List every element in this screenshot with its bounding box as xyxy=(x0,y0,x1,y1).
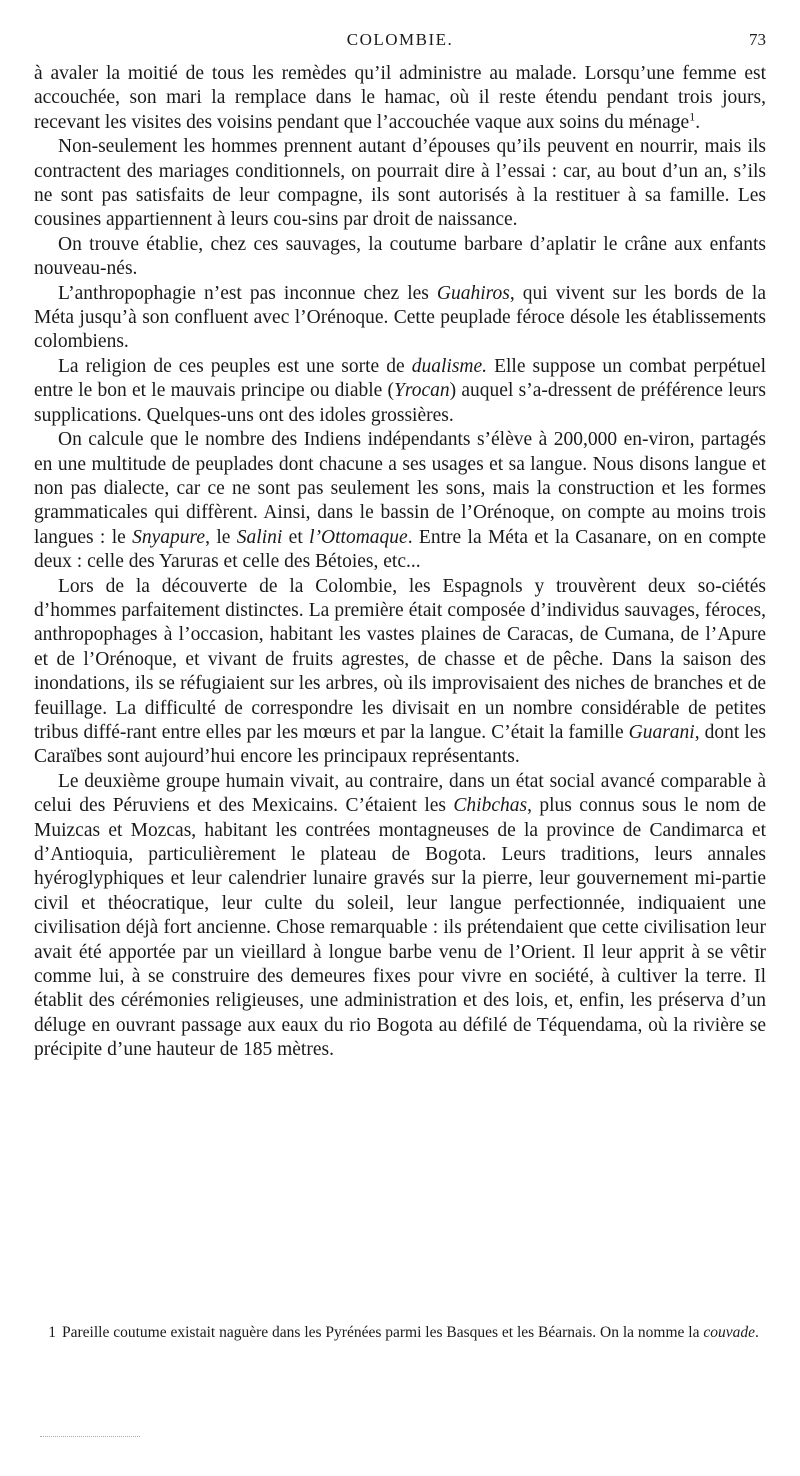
paragraph xyxy=(34,135,766,233)
italic-term: Guahiros xyxy=(436,282,510,304)
paragraph xyxy=(34,233,766,282)
text-run: , le xyxy=(205,526,237,548)
text-run: . xyxy=(695,111,701,133)
footnote-marker: 1 xyxy=(48,1324,56,1341)
italic-term: Chibchas xyxy=(453,795,528,817)
text-run: , plus connus sous le nom de Muizcas et Mozcas, habitant les contrées montagneuses de la province de Candimarca et d’Antioquia, particulièrement le plateau de Bogota. Leurs traditions, leurs annales hyéroglyphiques et leur calendrier lunaire gravés sur la pierre, leur gouvernement mi-partie civil et théocratique, leur culte du soleil, leur langue perfectionnée, indiquaient une civilisation déjà fort ancienne. Chose remarquable : ils prétendaient que cette civilisation leur avait été apportée par un vieillard à longue barbe venu de l’Orient. Il leur apprit à se vêtir comme lui, à se construire des demeures fixes pour vivre en société, à cultiver la terre. Il établit des cérémonies religieuses, une administration et des lois, et, enfin, les préserva d’un déluge en ouvrant passage aux eaux du rio Bogota au défilé de Téquendama, où la rivière se précipite d’une hauteur de 185 mètres. xyxy=(34,795,767,1061)
text-run: Elle suppose un combat perpétuel entre le bon et le mauvais principe ou diable ( xyxy=(34,355,766,402)
text-run: Non-seulement les hommes prennent autant d’épouses qu’ils peuvent en nourrir, mais ils contractent des mariages conditionnels, on pourrait dire à l’essai : car, au bout d’un an, s’ils ne sont pas satisfaits de leur compagne, ils sont autorisés à la restituer à sa famille. Les cousines appartiennent à leurs cou-sins par droit de naissance. xyxy=(34,136,766,231)
running-title: COLOMBIE. xyxy=(346,30,454,49)
running-head xyxy=(34,30,766,54)
paragraph xyxy=(34,770,766,1063)
text-run: Lors de la découverte de la Colombie, les Espagnols y trouvèrent deux so-ciétés d’hommes parfaitement distinctes. La première était composée d’individus sauvages, féroces, anthropophages à l’occasion, habitant les vastes plaines de Caracas, de Cumana, de l’Apure et de l’Orénoque, et vivant de fruits agrestes, de chasse et de pêche. Dans la saison des inondations, ils se réfugiaient sur les arbres, où ils improvisaient des niches de branches et de feuillage. La difficulté de correspondre les divisait en un nombre considérable de petites tribus diffé-rant entre elles par les mœurs et par la langue. C’était la famille xyxy=(34,575,766,743)
italic-term: Guarani xyxy=(628,721,695,743)
italic-term: Yrocan xyxy=(394,380,450,402)
body-text xyxy=(34,62,766,1063)
text-run: La religion de ces peuples est une sorte de xyxy=(58,355,412,377)
footnote xyxy=(34,1322,766,1343)
text-run: On trouve établie, chez ces sauvages, la coutume barbare d’aplatir le crâne aux enfants nouveau-nés. xyxy=(34,233,766,280)
text-run: . xyxy=(754,1324,759,1341)
paragraph xyxy=(34,355,766,428)
italic-term: Snyapure xyxy=(132,526,206,548)
footnote-reference: 1 xyxy=(689,109,696,124)
italic-term: Salini xyxy=(236,526,283,548)
text-run: L’anthropophagie n’est pas inconnue chez les xyxy=(58,282,437,304)
text-run: et xyxy=(282,526,310,548)
paragraph xyxy=(34,62,766,135)
text-run: On calcule que le nombre des Indiens indépendants s’élève à 200,000 en-viron, partagés en une multitude de peuplades dont chacune a ses usages et sa langue. Nous disons langue et non pas dialecte, car ce ne sont pas seulement les sons, mais la construction et les formes grammaticales qui diffèrent. Ainsi, dans le bassin de l’Orénoque, on compte au moins trois langues : le xyxy=(34,429,766,548)
text-run: , qui vivent sur les bords de la Méta jusqu’à son confluent avec l’Orénoque. Cette peuplade féroce désole les établissements colombiens. xyxy=(34,282,766,353)
text-run: ) auquel s’a-dressent de préférence leurs supplications. Quelques-uns ont des idoles grossières. xyxy=(34,380,766,426)
italic-term: couvade xyxy=(703,1324,755,1341)
text-run: Pareille coutume existait naguère dans les Pyrénées parmi les Basques et les Béarnais. On la nomme la xyxy=(62,1324,704,1341)
italic-term: l’Ottomaque xyxy=(309,526,408,548)
paragraph xyxy=(34,575,766,770)
italic-term: dualisme. xyxy=(411,355,488,377)
text-run: Le deuxième groupe humain vivait, au contraire, dans un état social avancé comparable à celui des Péruviens et des Mexicains. C’étaient les xyxy=(34,770,766,817)
text-run: , dont les Caraïbes sont aujourd’hui encore les principaux représentants. xyxy=(34,721,766,768)
text-run: à avaler la moitié de tous les remèdes qu’il administre au malade. Lorsqu’une femme est accouchée, son mari la remplace dans le hamac, où il reste étendu pendant trois jours, recevant les visites des voisins pendant que l’accouchée vaque aux soins du ménage xyxy=(34,63,766,133)
bottom-rule xyxy=(40,1436,140,1439)
page-number: 73 xyxy=(749,30,766,49)
text-run: . Entre la Méta et la Casanare, on en compte deux : celle des Yaruras et celle des Bétoies, etc... xyxy=(34,526,766,573)
paragraph xyxy=(34,428,766,574)
paragraph xyxy=(34,282,766,355)
